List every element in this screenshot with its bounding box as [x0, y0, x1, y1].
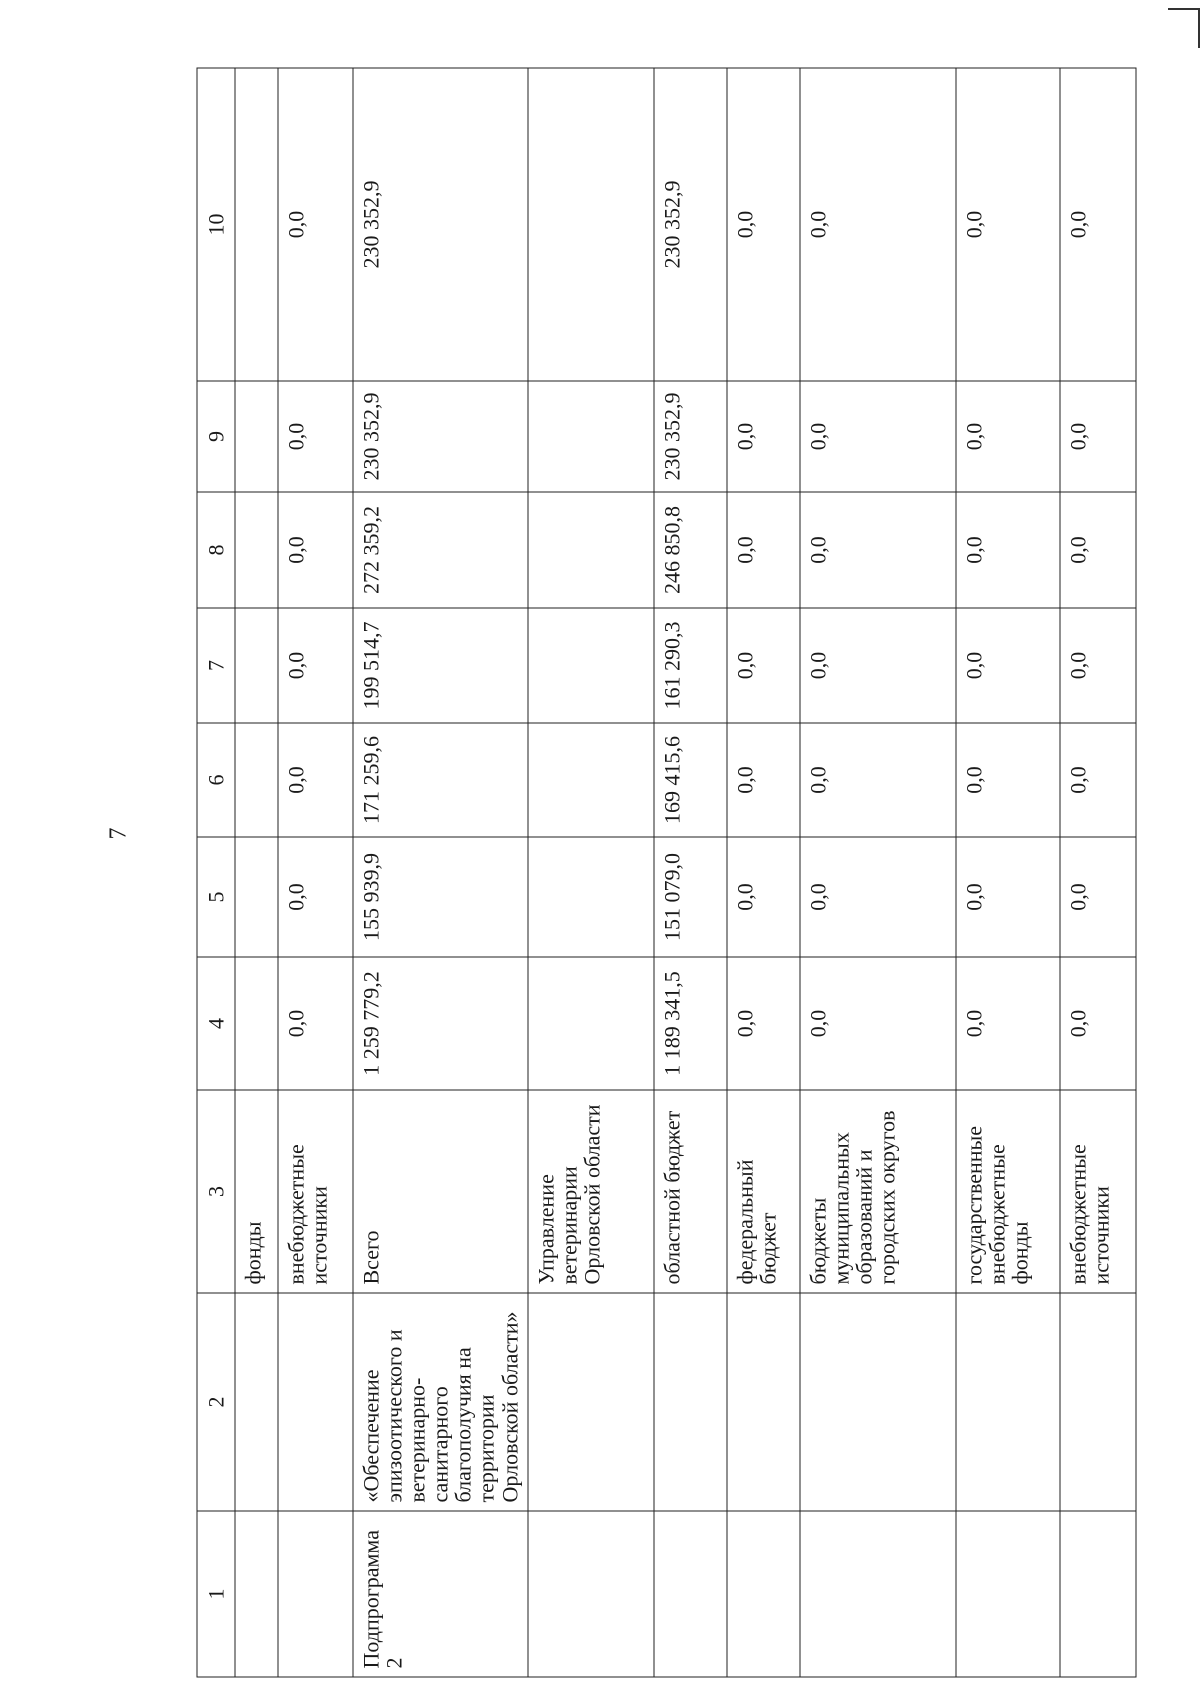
value-cell: 0,0	[278, 381, 353, 492]
value-cell: 0,0	[955, 957, 1059, 1090]
value-cell: 0,0	[1059, 608, 1135, 723]
value-cell: 1 259 779,2	[353, 957, 528, 1090]
header-cell: 10	[197, 68, 235, 381]
value-cell: 0,0	[955, 723, 1059, 837]
value-cell: 161 290,3	[653, 608, 726, 723]
name-cell	[278, 1293, 353, 1511]
value-cell: 246 850,8	[653, 492, 726, 608]
code-cell	[527, 1511, 653, 1677]
name-cell	[235, 1293, 278, 1511]
value-cell: 0,0	[1059, 957, 1135, 1090]
name-cell	[527, 1293, 653, 1511]
value-cell	[235, 957, 278, 1090]
value-cell	[235, 492, 278, 608]
value-cell: 171 259,6	[353, 723, 528, 837]
rotated-table-container	[196, 68, 1113, 1677]
name-cell	[799, 1293, 955, 1511]
value-cell: 0,0	[1059, 68, 1135, 381]
source-cell: государственные внебюджетные фонды	[955, 1090, 1059, 1293]
table-row	[278, 68, 353, 1677]
value-cell	[527, 608, 653, 723]
value-cell: 0,0	[955, 68, 1059, 381]
source-cell: Всего	[353, 1090, 528, 1293]
value-cell: 0,0	[278, 608, 353, 723]
source-cell: Управление ветеринарии Орловской области	[527, 1090, 653, 1293]
value-cell: 0,0	[1059, 492, 1135, 608]
code-cell	[799, 1511, 955, 1677]
header-cell: 8	[197, 492, 235, 608]
value-cell: 0,0	[726, 608, 799, 723]
table-row	[353, 68, 528, 1677]
value-cell: 1 189 341,5	[653, 957, 726, 1090]
value-cell	[527, 68, 653, 381]
value-cell: 0,0	[799, 837, 955, 957]
page-number: 7	[105, 827, 132, 840]
value-cell	[527, 492, 653, 608]
table-row	[527, 68, 653, 1677]
name-cell	[653, 1293, 726, 1511]
name-cell	[726, 1293, 799, 1511]
value-cell: 0,0	[1059, 723, 1135, 837]
value-cell: 0,0	[278, 492, 353, 608]
value-cell: 169 415,6	[653, 723, 726, 837]
subprogram-name: «Обеспечение эпизоотического и ветеринарно-санитарного благополучия на территории Орловской области»	[353, 1293, 528, 1511]
header-cell: 7	[197, 608, 235, 723]
value-cell	[235, 608, 278, 723]
value-cell: 0,0	[799, 381, 955, 492]
table-row	[726, 68, 799, 1677]
name-cell	[955, 1293, 1059, 1511]
value-cell: 155 939,9	[353, 837, 528, 957]
header-cell: 2	[197, 1293, 235, 1511]
value-cell: 0,0	[278, 837, 353, 957]
value-cell	[527, 837, 653, 957]
value-cell	[527, 723, 653, 837]
source-cell: федеральный бюджет	[726, 1090, 799, 1293]
value-cell: 230 352,9	[353, 381, 528, 492]
value-cell: 0,0	[955, 837, 1059, 957]
header-cell: 6	[197, 723, 235, 837]
table-row	[235, 68, 278, 1677]
budget-table	[196, 67, 1136, 1677]
value-cell	[235, 68, 278, 381]
value-cell	[527, 957, 653, 1090]
value-cell: 0,0	[799, 608, 955, 723]
table-row	[799, 68, 955, 1677]
value-cell: 151 079,0	[653, 837, 726, 957]
header-row	[197, 68, 235, 1677]
value-cell: 0,0	[726, 957, 799, 1090]
source-cell: фонды	[235, 1090, 278, 1293]
value-cell: 0,0	[955, 381, 1059, 492]
code-cell	[726, 1511, 799, 1677]
value-cell: 0,0	[955, 608, 1059, 723]
value-cell: 0,0	[278, 68, 353, 381]
value-cell: 0,0	[726, 68, 799, 381]
value-cell: 0,0	[278, 723, 353, 837]
header-cell: 5	[197, 837, 235, 957]
value-cell: 0,0	[799, 492, 955, 608]
table-row	[955, 68, 1059, 1677]
value-cell	[235, 837, 278, 957]
value-cell: 0,0	[726, 492, 799, 608]
value-cell: 0,0	[1059, 381, 1135, 492]
header-cell: 3	[197, 1090, 235, 1293]
value-cell: 230 352,9	[653, 381, 726, 492]
value-cell: 0,0	[799, 957, 955, 1090]
table-row	[1059, 68, 1135, 1677]
code-cell	[1059, 1511, 1135, 1677]
value-cell: 0,0	[726, 723, 799, 837]
value-cell: 0,0	[955, 492, 1059, 608]
source-cell: областной бюджет	[653, 1090, 726, 1293]
value-cell	[235, 723, 278, 837]
header-cell: 9	[197, 381, 235, 492]
source-cell: внебюджетные источники	[1059, 1090, 1135, 1293]
value-cell	[527, 381, 653, 492]
value-cell: 0,0	[278, 957, 353, 1090]
value-cell: 0,0	[1059, 837, 1135, 957]
header-cell: 4	[197, 957, 235, 1090]
source-cell: внебюджетные источники	[278, 1090, 353, 1293]
name-cell	[1059, 1293, 1135, 1511]
value-cell: 0,0	[726, 837, 799, 957]
subprogram-code: Подпрограмма 2	[353, 1511, 528, 1677]
value-cell: 230 352,9	[353, 68, 528, 381]
code-cell	[653, 1511, 726, 1677]
value-cell: 272 359,2	[353, 492, 528, 608]
value-cell	[235, 381, 278, 492]
code-cell	[955, 1511, 1059, 1677]
header-cell: 1	[197, 1511, 235, 1677]
table-row	[653, 68, 726, 1677]
code-cell	[278, 1511, 353, 1677]
value-cell: 230 352,9	[653, 68, 726, 381]
value-cell: 199 514,7	[353, 608, 528, 723]
code-cell	[235, 1511, 278, 1677]
value-cell: 0,0	[726, 381, 799, 492]
value-cell: 0,0	[799, 723, 955, 837]
corner-mark	[1168, 8, 1200, 10]
source-cell: бюджеты муниципальных образований и городских округов	[799, 1090, 955, 1293]
value-cell: 0,0	[799, 68, 955, 381]
